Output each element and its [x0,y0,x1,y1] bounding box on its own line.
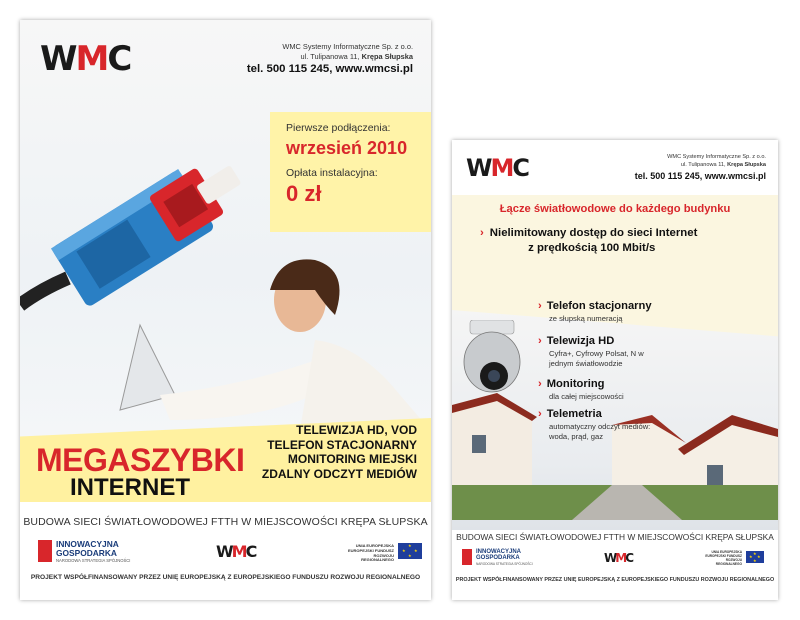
cofinancing-footer: PROJEKT WSPÓŁFINANSOWANY PRZEZ UNIĘ EUROPEJSKĄ Z EUROPEJSKIEGO FUNDUSZU ROZWOJU REGIONALNEGO [455,577,775,583]
company-address [667,154,766,169]
project-subtitle: BUDOWA SIECI ŚWIATŁOWODOWEJ FTTH W MIEJSCOWOŚCI KRĘPA SŁUPSKA [456,532,774,542]
wmc-logo: WMC [466,154,528,182]
feature-telefon: › Telefon stacjonarny ze słupską numeracją [538,300,652,323]
company-city: Krępa Słupska [727,161,766,168]
eu-flag-icon: ★ ★ ★ ★ [746,551,764,563]
eu-flag-icon: ★ ★ ★ ★ [398,543,422,559]
promo-label-first-connections: Pierwsze podłączenia: [286,122,391,134]
ig-logo-mark [38,540,52,562]
service-item: ZDALNY ODCZYT MEDIÓW [261,466,417,481]
poster-large [20,20,431,600]
fiber-headline: Łącze światłowodowe do każdego budynku [499,203,731,215]
poster-small [452,140,778,600]
service-item: TELEFON STACJONARNY [267,437,417,452]
service-item: TELEWIZJA HD, VOD [296,423,417,437]
wmc-logo-small: WMC [216,542,256,561]
company-city: Krępa Słupska [361,51,413,61]
promo-box [270,112,431,232]
feature-monitoring: › Monitoring dla całej miejscowości [538,378,624,401]
feature-telemetria: › Telemetria automatyczny odczyt mediów: woda, prąd, gaz [538,408,651,442]
company-street: ul. Tulipanowa 11, [680,161,726,168]
project-subtitle: BUDOWA SIECI ŚWIATŁOWODOWEJ FTTH W MIEJSCOWOŚCI KRĘPA SŁUPSKA [23,516,428,528]
promo-value-fee: 0 zł [286,181,322,206]
promo-label-installation-fee: Opłata instalacyjna: [286,167,378,179]
company-street: ul. Tulipanowa 11, [300,51,360,61]
headline [36,444,244,500]
company-address [282,42,413,62]
innowacyjna-gospodarka-logo: INNOWACYJNA GOSPODARKA NARODOWA STRATEGIA SPÓJNOŚCI [476,549,533,566]
eu-text: UNIA EUROPEJSKA EUROPEJSKI FUNDUSZ ROZWOJU REGIONALNEGO [347,543,394,563]
cofinancing-footer: PROJEKT WSPÓŁFINANSOWANY PRZEZ UNIĘ EUROPEJSKĄ Z EUROPEJSKIEGO FUNDUSZU ROZWOJU REGIONALNEGO [30,574,421,581]
company-phone: tel. 500 115 245, www.wmcsi.pl [634,171,766,181]
wmc-logo-small: WMC [604,551,633,565]
wmc-logo: WMC [40,39,131,79]
innowacyjna-gospodarka-logo: INNOWACYJNA GOSPODARKA NARODOWA STRATEGIA SPÓJNOŚCI [56,539,131,563]
feature-telewizja: › Telewizja HD Cyfra+, Cyfrowy Polsat, N w jednym światłowodzie [538,335,644,369]
company-name: WMC Systemy Informatyczne Sp. z o.o. [282,42,413,51]
woman-with-laptop-photo [100,245,430,430]
eu-text: UNIA EUROPEJSKA EUROPEJSKI FUNDUSZ ROZWOJU REGIONALNEGO [705,550,742,566]
company-name: WMC Systemy Informatyczne Sp. z o.o. [667,154,766,160]
headline-internet: INTERNET [70,474,190,501]
service-item: MONITORING MIEJSKI [287,452,417,467]
headline-megaszybki: MEGASZYBKI [36,442,245,478]
houses-illustration [452,385,778,520]
company-phone: tel. 500 115 245, www.wmcsi.pl [246,63,413,75]
internet-speed-line: › Nielimitowany dostęp do sieci Internet z prędkością 100 Mbit/s [480,227,698,255]
services-list [262,423,417,482]
promo-value-date: wrzesień 2010 [286,138,408,158]
ig-logo-mark [462,549,472,565]
